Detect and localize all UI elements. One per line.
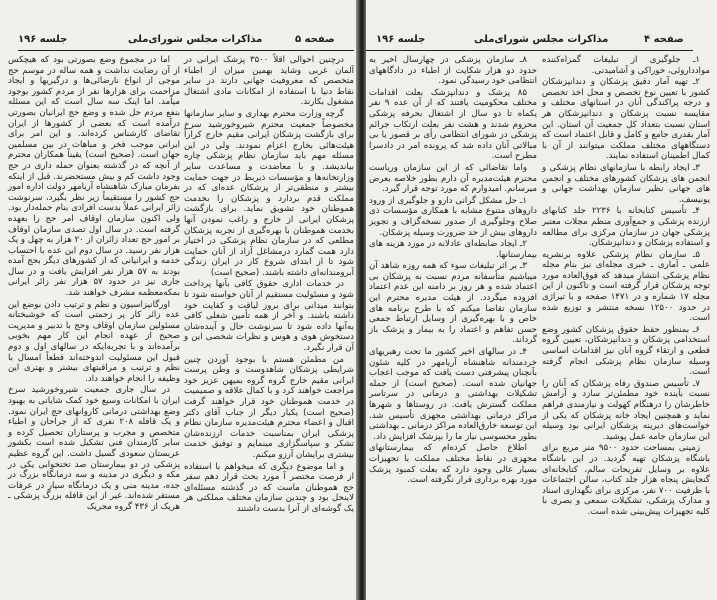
- paragraph: اطلاع حاصل کرده‌ام که بیمارستانهای مجهزی در نقاط مختلف مملکت با تجهیزات بسیار عالی وجود دارد که بعلت کمبود پزشک مورد بهره برداری قرار نگرفته است.: [369, 443, 537, 486]
- header-rule: [366, 50, 693, 51]
- session-number: جلسه ۱۹۶: [18, 34, 68, 45]
- page-title: مذاکرات مجلس شورای‌ملی: [474, 34, 609, 45]
- left-page: [0, 0, 358, 600]
- paragraph: اما در مجموع وضع بصورتی بود که هیچکس از آن رضایت نداشت و همه ساله در موسم حج موجی از انواع نارضائی‌ها و درگیریها و ایجاد مزاحمت برای هزارها نفر از مردم کشور بوجود میآمد. اما اینک سه سال است که این مسئله بنفع مردم حل شده و وضع حج ایرانیان بصورتی درآمده است که بعضی از کشورها از ایران تقاضای کارشناس کرده‌اند. و این امر برای ایرانی موجب فخر و مباهات در بین مسلمین جهان است. (صحیح است) یقیناً همکاران محترم از آنچه که در گذشته بعنوان حمله داری در حج وجود داشت کم و بیش مستحضرند. قبل از اینکه بفرمان مبارک شاهنشاه آریامهر دولت اداره امور حج کشور را مستقیماً زیر نظر بگیرد، سرنوشت زائر ایرانی عملاً بدست افرادی بنام حمله‌دار بود. ولی اکنون سازمان اوقاف امر حج را بعهده گرفته است. در سال اول تصدی سازمان اوقاف بر امور حج تعداد زائران از ۲۰ هزار به چهل و یک هزار نفر رسید. در سال دوم این عده با احتساب خدمه و ایرانیانی که از کشورهای دیگر بحج آمده بودند به ۵۷ هزار نفر افزایش یافت و در سال جاری نیز در حدود ۵۷ هزار نفر زائر ایرانی بمکه‌معظمه مشرف خواهند شد.: [8, 55, 181, 299]
- paragraph: ۱ـ جلوگیری از تبلیغات گمراه‌کننده موادداروئی، خوراکی و آشامیدنی.: [542, 55, 710, 76]
- paragraph: اورگانیزاسیون و نظم و ترتیب دادن بوضع این عده زائر کار پر زحمتی است که خوشبختانه مسئولین سازمان اوقاف وحج با تدبیر و مدیریت صحیح از عهده انجام این کار مهم بخوبی برآمده‌اند و با تجربه‌ایکه در سالهای اول و دوم قبول این مسئولیت اندوخته‌اند قطعاً امسال با نظم و ترتیب و مراقبتهای بیشتر و بهتری این وظیفه را انجام خواهند داد.: [8, 299, 180, 384]
- paragraph: ۸۵ پزشک و دندانپزشک بعلت اقدامات مختلف محکومیت یافتند که از آن عده ۹ نفر یکماه تا دو سال از اشتغال بحرفه پزشکی محروم شدند و هشت نفر بعلت ارتکاب جرائم پزشکی در شورای انتظامی رأی بر قصور یا بی مبالاتی آنان داده شد که پرونده امر در دادسرا مطرح است.: [369, 87, 537, 162]
- page-title: مذاکرات مجلس شورای‌ملی: [128, 34, 263, 45]
- paragraph: و اما موضوع دیگری که میخواهم با استفاده از فرصت مختصر آ مورد بحث قرار دهم سفر حج هموطنان ماست که در گذشته مسئله‌ای لاینحل بود و چندین سازمان مختلف مملکتی هر یک گوشه‌ای از آنرا بدست داشتند: [184, 461, 354, 514]
- paragraph: در سال جاری جمعیت شیروخورشید سرخ ایران با امکانات وسیع خود کمک شایانی به بهبود وضع بهداشتی درمانی کاروانهای حج ایران نمود. و یک قافله ۲۰۸ نفری که از جراحان و اطباء متخصص و مجرب و پرستاران تحصیل کرده و سایر کارمندان فنی تشکیل شده است بکشور عربستان سعودی گسیل داشت. این گروه عظیم پزشکی در دو بیمارستان صد تختخوابی یکی در مکه و دیگری در مدینه و سه درمانگاه بزرگ در جده، مدینه منی و یک درمانگاه سیار در عرفات مستقر شده‌اند. غیر از این قافله بزرگ پزشکی ـ هریک از ۴۳۶ گروه مجریک: [8, 385, 180, 512]
- paragraph: ۴ـ تأسیس کتابخانه با ۲۲۳۶ جلد کتابهای ارزنده پزشکی و جمع‌آوری منظم مجلات معتبر پزشکی جهان در سازمان مرکزی برای مطالعه و استفاده پزشکان و دندانپزشکان.: [542, 206, 710, 249]
- paragraph: ۵ـ سازمان نظام پزشکی علاوه برنشریه علمی ـ آماری ـ خبری مجله‌ای نیز بنام مجله نظام پزشکی انتشار میدهد که فوق‌العاده مورد توجه پزشکان قرار گرفته است و تاکنون از این مجله ۱۷ شماره و در ۱۴۷۱ صفحه و با تیراژی در حدود ۱۲۵۰۰ نسخه منتشر و توزیع شده است.: [542, 249, 710, 324]
- paragraph: ۸ـ سازمان پزشکی در چهارسال اخیر به حدود دو هزار شکایت از اطباء در دادگاههای انتظامی خود رسیدگی نمود.: [369, 55, 537, 87]
- paragraph: ۴ـ در سالهای اخیر کشور ما تحت رهبریهای خردمندانه شاهنشاه آریامهر در کلیه شئون بآنچنان پیشرفتی دست یافت که موجب اعجاب جهانیان شده است. (صحیح است) از جمله تشکیلات بهداشتی و درمانی در سرتاسر مملکت گسترش یافت. در روستاها و شهرها مراکز درمانی بهداشتی مجهزی تأسیس شد. این توسعه خارق‌العاده مراکز درمانی ـ بهداشتی بطور محسوسی نیاز ما را بپزشک افزایش داد.: [369, 347, 537, 442]
- session-number: جلسه ۱۹۶: [376, 34, 426, 45]
- paragraph: واما تقاضائی که از این سازمان وریاست محترم هیئت‌مدیره آن دارم بطور خلاصه بعرض میرسانم. امیدوارم که مورد توجه قرار گیرد.: [369, 162, 537, 195]
- text-column-right: [184, 55, 354, 516]
- text-column-left: [369, 55, 537, 487]
- page-number: صفحه ۴: [644, 34, 684, 45]
- header-rule: [18, 50, 354, 51]
- paragraph: ۷ـ تأسیس صندوق رفاه پزشکان که آنان را نسبت بآینده خود مطمئن‌تر سازد و آرامش خاطرشان را درهنگام کهولت و نیازمندی فراهم نماید و همچنین ایجاد خانه پزشکان که یکی از خواست‌های دیرینه پزشکان ایرانی بود وسیله این سازمان جامه عمل پوشید.: [542, 378, 710, 442]
- paragraph: ۳ـ بر اثر تبلیغات سوء که همه روزه شاهد آن میباشیم متأسفانه مردم نسبت به پزشکان بی اعتماد شده و هر روز بر دامنه این عدم اعتماد افزوده میگردد. از هیئت مدیره محترم این سازمان تقاضا میکنم که با طرح برنامه های خاص و با بهره‌گیری از وسایل ارتباط جمعی حسن تفاهم و اعتماد را به بیمار و پزشک باز گرداند.: [369, 261, 537, 346]
- paragraph: درچنین احوالی اقلاً ۳۵۰۰ پزشک ایرانی در آلمان غربی وشاید بهمین میزان از اطباء متخصص که معروفیت جهانی دارند در سایر نقاط دنیا با استفاده از امکانات مادی اشتغال مشغول بکارند.: [184, 55, 354, 108]
- paragraph: ۲ـ ایجاد ضابطه‌ای عادلانه در مورد هزینه های بیمارستانها.: [369, 239, 537, 260]
- page-number: صفحه ۵: [295, 34, 335, 45]
- paragraph: من مطمئن هستم با بوجود آوردن چنین شرایطی پزشکان شاهدوست و وطن پرست ایرانی مقیم خارج گروه گروه بمیهن عزیز خود مراجعت خواهند کرد و با کمال علاقه و صمیمیت در خدمت هموطنان خود قرار خواهند گرفت (صحیح است) یکبار دیگر از جناب آقای دکتر اقبال و اعضاء محترم هیئت‌مدیره سازمان نظام پزشکی ایران بمناسبت خدمات ارزنده‌شان تشکر و سپاسگزاری مینمایم و توفیق خدمت بیشتری برایشان آرزو میکنم.: [184, 354, 354, 460]
- paragraph: زمینی بمساحت حدود ۹۵۰۰ متر مربع برای باشگاه پزشکان تهیه گردید. در این باشگاه علاوه بر وسایل تفریحات سالم، کتابخانه‌ای گنجایش پنجاه هزار جلد کتاب، سالن اجتماعات با ظرفیت ۷۰۰ نفر، مرکزی برای نگهداری اسناد و مدارک پزشکی، تشکیلات سمعی و بصری با کلیه تجهیزات پیش‌بینی شده است.: [542, 443, 710, 517]
- paragraph: گرچه وزارت محترم بهداری و سایر سازمانها مخصوصاً جمعیت محترم شیروخورشید سرخ برای بازگشت پزشکان ایرانی مقیم خارج کراراً هیئت‌هائی بخارج اعزام نمودند. ولی در این مسئله مهم باید سازمان نظام پزشکی چاره بیاندیشد. و با معاضدت و مساعدت سایر وزارتخانه‌ها و مؤسسات ذیربط در جهت حمایت بیشتر و منطقی‌تر از پزشکان عده‌ای که در مملکت قدم بردارد و پزشکان را بخدمت هموطنان خود تشویق نماید. برای بازگشت پزشکان ایرانی از خارج و راغب نمودن آنها بخدمت هموطنان با بهره‌گیری از تجربه پزشکان مطلعی که در سازمان نظام پزشکی در اختیار دارد همت گمارد درمشاغل آزاد از آنان حمایت شود تا از ابتدای شروع کار در ایران زندگی آبرومندانه‌ای داشته باشند. (صحیح است): [184, 108, 354, 278]
- paragraph: ۲ـ تهیه آمار دقیق پزشکان و دندانپزشکان کشور با تعیین نوع تخصص و محل اخذ تخصص و درجه پراکندگی آنان در استانهای مختلف و مقایسه نسبت پزشکان و دندانپزشکان هر استان نسبت بتعداد کل جمعیت آن استان. این آمار بقدری جامع و کامل و قابل اعتماد است که دستگاههای مختلف مملکت میتوانند از آن با کمال اطمینان استفاده نمایند.: [542, 77, 710, 162]
- text-column-right: [542, 55, 710, 519]
- paragraph: ۳ـ ایجاد رابطه با سازمانهای نظام پزشکی و انجمن های پزشکان کشورهای مختلف و انجمن های جهانی نظیر سازمان بهداشت جهانی و یونیسف.: [542, 162, 710, 205]
- paragraph: ۱ـ حل مشکل گرانی دارو و جلوگیری از ورود داروهای متنوع مشابه با همکاری مؤسسات ذی صلاح وجلوگیری از صدور نسخه‌گزاف و تجویز داروهای بیش از حد ضرورت وسیله پزشکان.: [369, 195, 537, 238]
- right-page: [366, 0, 717, 600]
- paragraph: ۶ـ بمنظور حفظ حقوق پزشکان کشور وضع استخدامی پزشکان و دندانپزشکان، تعیین گروه قطعی و ارتقاء گروه آنان نیز اقدامات اساسی وسیله سازمان نظام پزشکی انجام گرفته است.: [542, 324, 710, 378]
- paragraph: در خدمات اداری حقوق کافی بآنها پرداخت شود و مسئولیت مستقیم از آنان خواسته شود تا بتوانند میدانی برای بروز لیاقت و کفایت خود داشته باشند. و آخر از همه تأمین شغلی کافی به‌آنها داده شود تا سرنوشت حال و آینده‌شان دستخوش هوی و هوس و نظرات شخصی این و آن قرار نگیرد.: [184, 279, 354, 354]
- text-column-left: [8, 55, 180, 514]
